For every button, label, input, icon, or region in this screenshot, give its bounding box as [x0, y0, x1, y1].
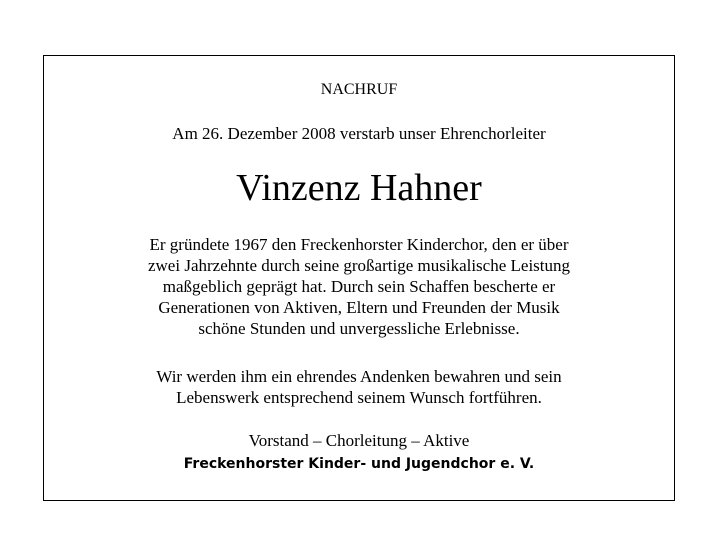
tribute-line: Er gründete 1967 den Freckenhorster Kinderchor, den er über — [149, 235, 569, 254]
tribute-line: schöne Stunden und unvergessliche Erlebnisse. — [198, 319, 520, 338]
tribute-line: maßgeblich geprägt hat. Durch sein Schaffen bescherte er — [162, 277, 556, 296]
notice-intro: Am 26. Dezember 2008 verstarb unser Ehrenchorleiter — [172, 124, 546, 143]
obituary-notice — [43, 55, 675, 501]
signature-line: Vorstand – Chorleitung – Aktive — [248, 431, 470, 450]
memorial-line: Wir werden ihm ein ehrendes Andenken bewahren und sein — [156, 367, 562, 386]
tribute-line: zwei Jahrzehnte durch seine großartige musikalische Leistung — [147, 256, 571, 275]
deceased-name: Vinzenz Hahner — [236, 167, 482, 209]
notice-heading: NACHRUF — [320, 81, 398, 98]
memorial-paragraph — [44, 366, 674, 408]
organization-name: Freckenhorster Kinder- und Jugendchor e. V. — [183, 456, 535, 472]
tribute-paragraph — [44, 234, 674, 339]
memorial-line: Lebenswerk entsprechend seinem Wunsch fortführen. — [176, 388, 542, 407]
tribute-line: Generationen von Aktiven, Eltern und Freunden der Musik — [158, 298, 560, 317]
